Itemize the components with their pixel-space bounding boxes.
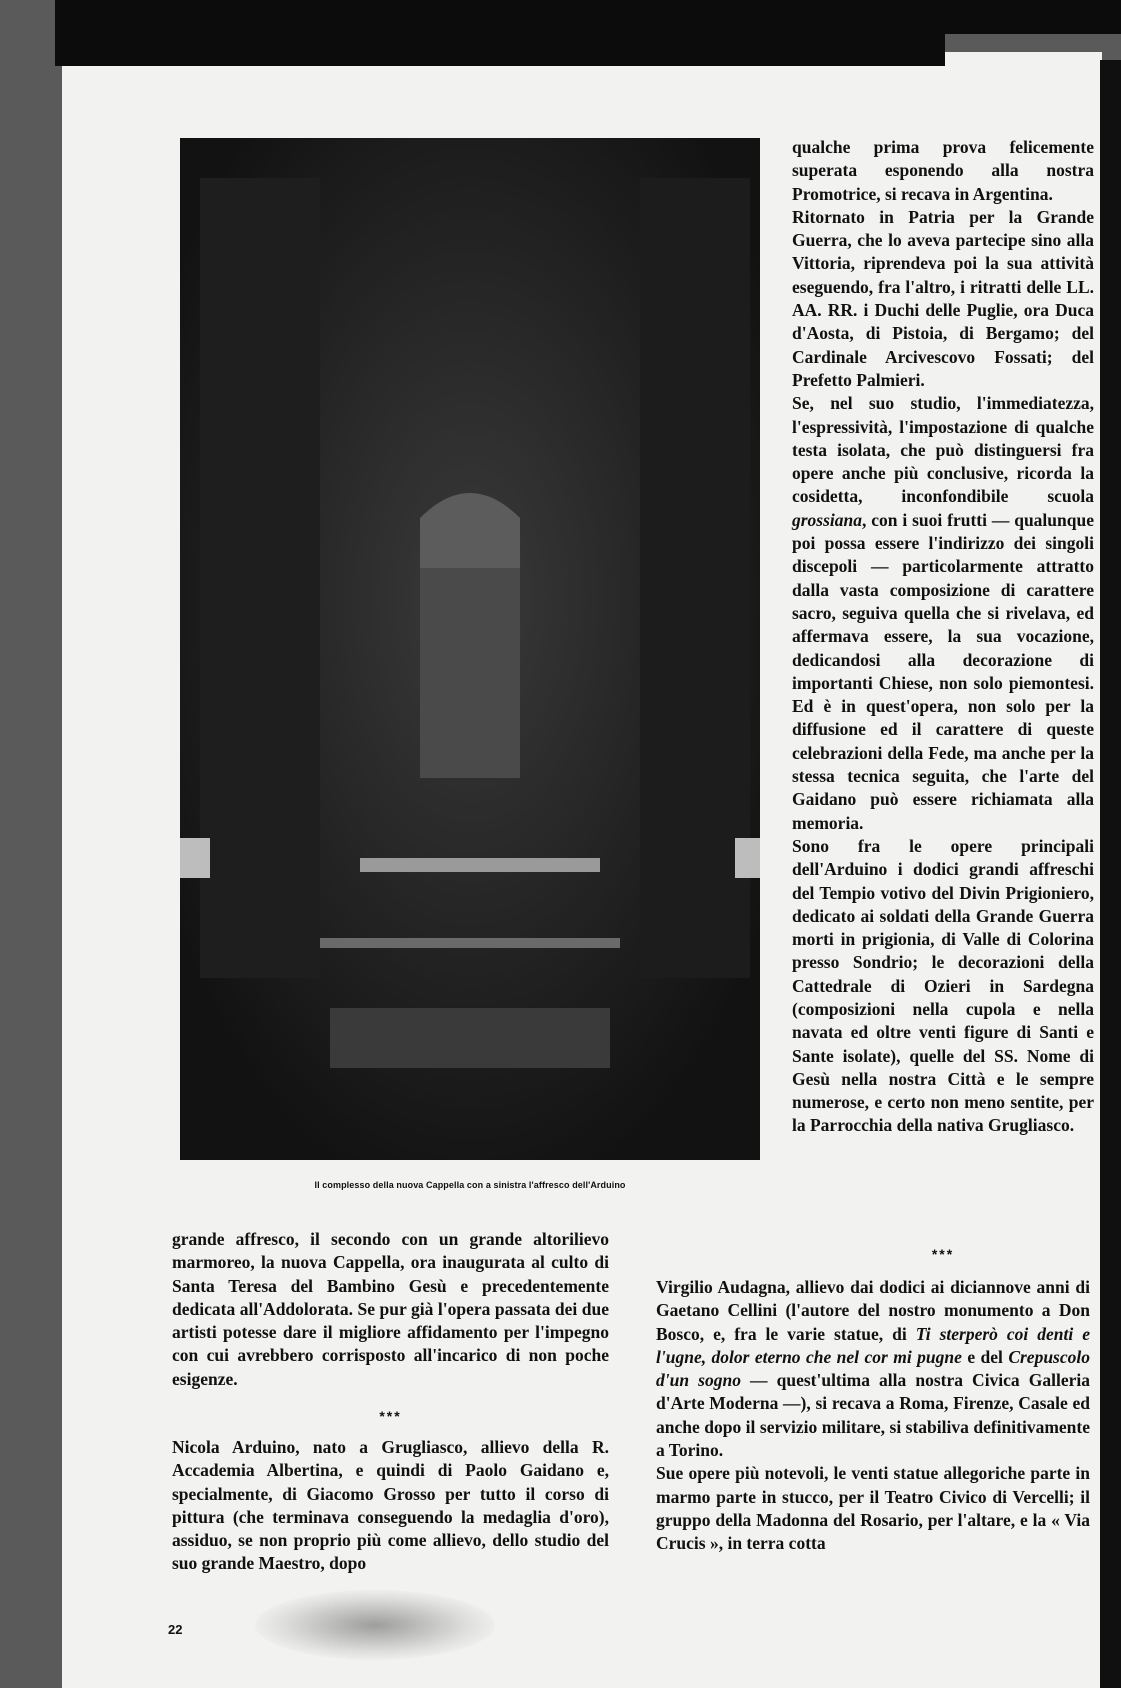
candle-left xyxy=(180,838,210,878)
section-separator: *** xyxy=(931,1246,955,1262)
right-column xyxy=(792,136,1094,1138)
left-column-arduino xyxy=(172,1436,609,1576)
text-span: Virgilio Audagna, allievo dai dodici ai diciannove anni di Gaetano Cellini (l'autore del nostro monumento a Don Bosco, e, fra le varie statue, di xyxy=(656,1277,1090,1344)
section-separator: *** xyxy=(379,1408,402,1424)
paragraph: Sue opere più notevoli, le venti statue allegoriche parte in marmo parte in stucco, per il Teatro Civico di Vercelli; il gruppo della Madonna del Rosario, per l'altare, e la « Via Crucis », in terra cotta xyxy=(656,1463,1090,1554)
paragraph xyxy=(656,1276,1090,1462)
candle-right xyxy=(735,838,760,878)
altar-step xyxy=(320,938,620,948)
paragraph: Ritornato in Patria per la Grande Guerra, che lo aveva partecipe sino alla Vittoria, riprendeva poi la sua attività eseguendo, fra l'altro, i ritratti delle LL. AA. RR. i Duchi delle Puglie, ora Duca d'Aosta, di Pistoia, di Bergamo; del Cardinale Arcivescovo Fossati; del Prefetto Palmieri. xyxy=(792,206,1094,390)
text-span: Se, nel suo studio, l'immediatezza, l'espressività, l'impostazione di qualche testa isolata, che può distinguersi fra opere anche più conclusive, ricorda la cosidetta, inconfondibile scuola xyxy=(792,393,1094,507)
paragraph: Nicola Arduino, nato a Grugliasco, allievo della R. Accademia Albertina, e quindi di Paolo Gaidano e, specialmente, di Giacomo Grosso per tutto il corso di pittura (che terminava conseguendo la medaglia d'oro), assiduo, se non proprio più come allievo, dello studio del suo grande Maestro, dopo xyxy=(172,1437,609,1574)
paragraph: grande affresco, il secondo con un grande altorilievo marmoreo, la nuova Cappella, ora inaugurata al culto di Santa Teresa del Bambino Gesù e precedentemente dedicata all'Addolorata. Se pur già l'opera passata dei due artisti potesse dare il migliore affidamento per l'impegno con cui avrebbero corrisposto all'incarico di non poche esigenze. xyxy=(172,1229,609,1389)
paragraph xyxy=(792,392,1094,835)
right-wall xyxy=(640,178,750,978)
text-span: , con i suoi frutti — qualunque poi possa essere l'indirizzo dei singoli discepoli — particolarmente attratto dalla vasta composizione di carattere sacro, seguiva quella che si rivelava, ed affermava essere, la sua vocazione, dedicandosi alla decorazione di importanti Chiese, non solo piemontesi. Ed è in quest'opera, non solo per la diffusione ed il carattere di queste celebrazioni della Fede, ma anche per la stessa tecnica seguita, che l'arte del Gaidano può essere richiamata alla memoria. xyxy=(792,509,1094,833)
scan-dark-edge-right xyxy=(1100,60,1121,1688)
altar-table xyxy=(360,858,600,872)
chapel-photograph xyxy=(180,138,760,1160)
print-smudge xyxy=(255,1590,495,1660)
left-wall-fresco xyxy=(200,178,320,978)
text-span: — quest'ultima alla nostra Civica Galleria d'Arte Moderna —), si recava a Roma, Firenze, Casale ed anche dopo il servizio militare, si stabiliva definitivamente a Torino. xyxy=(656,1370,1090,1461)
photo-caption: Il complesso della nuova Cappella con a sinistra l'affresco dell'Arduino xyxy=(314,1180,626,1190)
italic-term: grossiana xyxy=(792,509,863,530)
left-column xyxy=(172,1228,609,1391)
altar-rail xyxy=(330,1008,610,1068)
altar-relief xyxy=(420,568,520,778)
italic-title: Ti sterperò coi denti e l'ugne, dolor eterno che nel cor mi pugne xyxy=(656,1323,1091,1367)
bottom-right-column xyxy=(656,1276,1090,1556)
paragraph: qualche prima prova felicemente superata esponendo alla nostra Promotrice, si recava in Argentina. xyxy=(792,137,1094,204)
page-number: 22 xyxy=(168,1622,183,1637)
italic-title: Crepuscolo d'un sogno xyxy=(656,1346,1091,1391)
chapel-photo-illustration xyxy=(180,138,760,1160)
text-span: e del xyxy=(961,1346,1009,1367)
paragraph: Sono fra le opere principali dell'Arduino i dodici grandi affreschi del Tempio votivo del Divin Prigioniero, dedicato ai soldati della Grande Guerra morti in prigionia, di Valle di Colorina presso Sondrio; le decorazioni della Cattedrale di Ozieri in Sardegna (composizioni nella cupola e nella navata ed oltre venti figure di Santi e Sante isolate), quelle del SS. Nome di Gesù nella nostra Città e le sempre numerose, e certo non meno sentite, per la Parrocchia della nativa Grugliasco. xyxy=(792,835,1094,1136)
scan-dark-edge-band xyxy=(55,28,945,66)
